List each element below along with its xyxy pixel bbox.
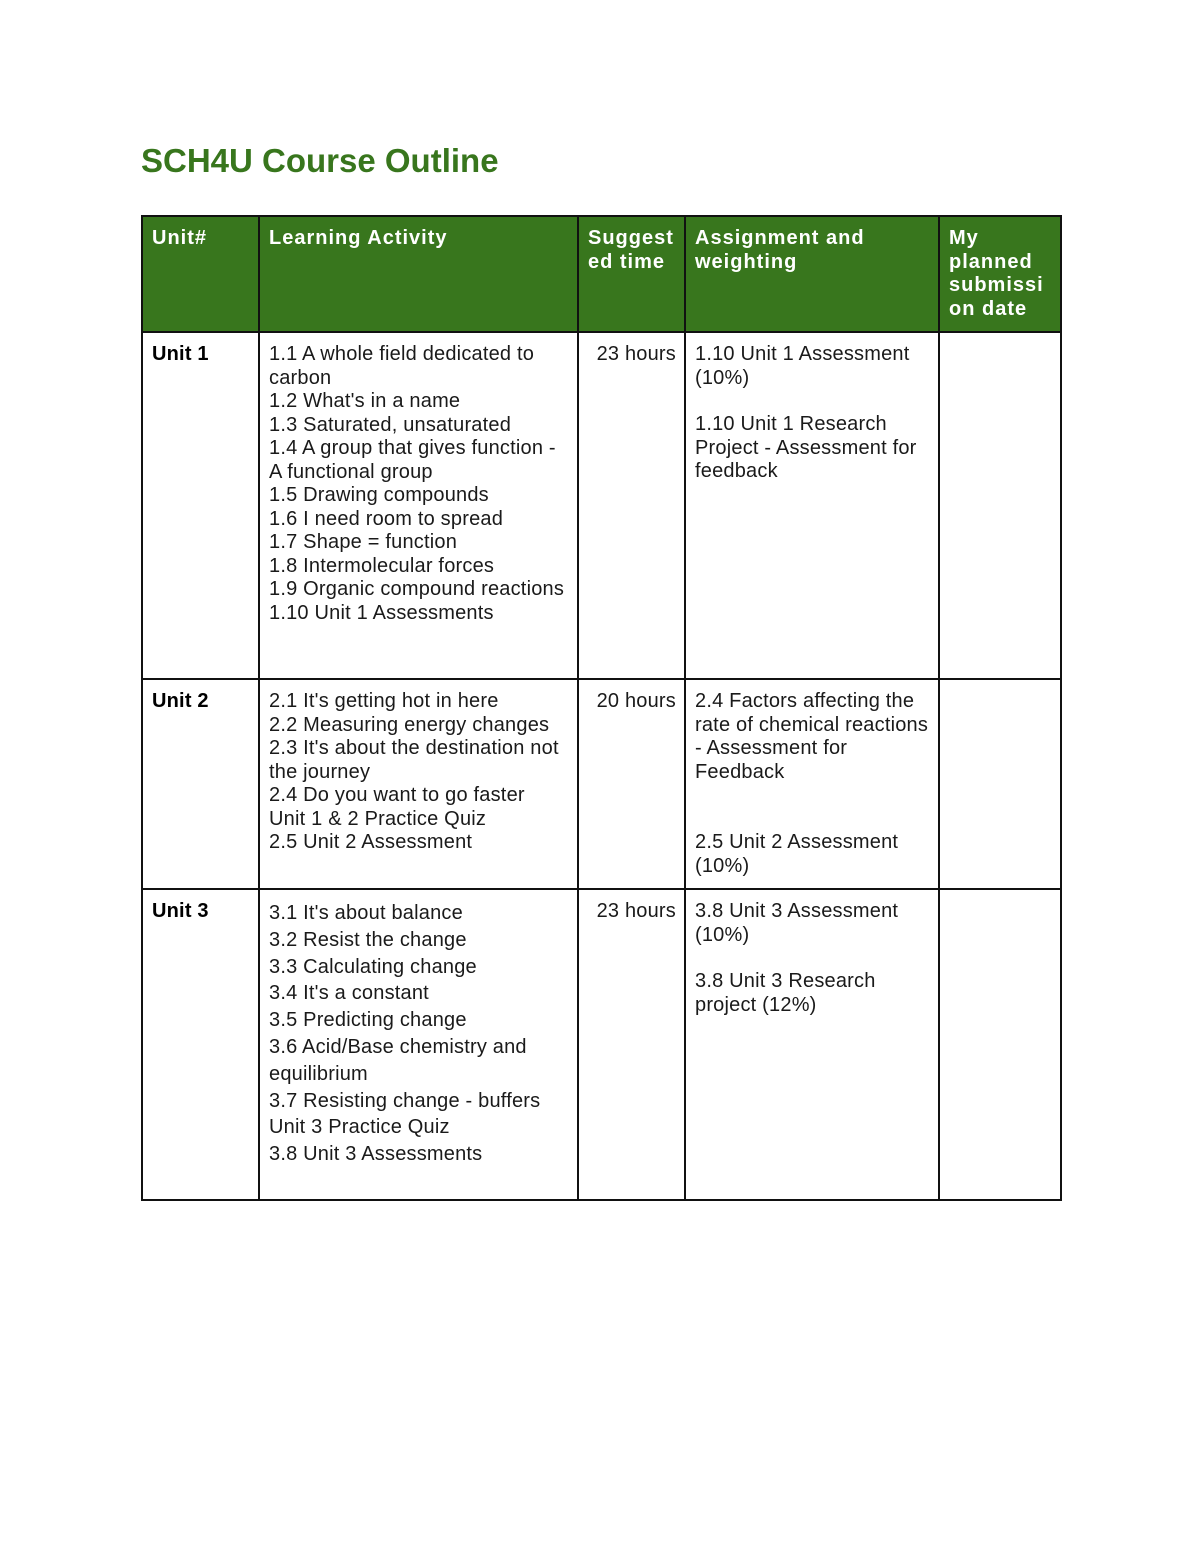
activity-item: 3.5 Predicting change [269, 1009, 467, 1032]
activity-item: 1.6 I need room to spread [269, 507, 504, 530]
activity-item: 1.3 Saturated, unsaturated [269, 413, 512, 436]
activity-item: 3.3 Calculating change [269, 955, 477, 978]
assignment-item: 3.8 Unit 3 Research project (12%) [695, 970, 876, 1016]
unit-cell: Unit 1 [142, 332, 259, 679]
assignment-cell [685, 679, 939, 889]
suggested-time-cell: 23 hours [578, 332, 685, 679]
header-unit: Unit# [142, 216, 259, 332]
assignment-item: 2.4 Factors affecting the rate of chemical reactions - Assessment for Feedback [695, 690, 929, 783]
activity-item: 2.2 Measuring energy changes [269, 713, 550, 736]
unit-cell: Unit 3 [142, 889, 259, 1200]
activity-item: 1.5 Drawing compounds [269, 484, 489, 506]
table-header-row [142, 216, 1061, 332]
activity-item: 1.1 A whole field dedicated to carbon [269, 343, 535, 389]
assignment-cell [685, 889, 939, 1200]
table-row-unit-3 [142, 889, 1061, 1200]
activity-item: 3.2 Resist the change [269, 928, 467, 951]
activity-item: 3.1 It's about balance [269, 902, 463, 924]
assignment-item: 1.10 Unit 1 Research Project - Assessment for feedback [695, 413, 917, 482]
assignment-item: 2.5 Unit 2 Assessment (10%) [695, 831, 899, 877]
activity-item: 1.4 A group that gives function - A functional group [269, 437, 556, 483]
activity-item: 3.6 Acid/Base chemistry and equilibrium [269, 1035, 527, 1085]
activity-item: 3.8 Unit 3 Assessments [269, 1143, 483, 1166]
activity-item: 2.1 It's getting hot in here [269, 690, 499, 712]
table-row-unit-2 [142, 679, 1061, 889]
activity-item: 1.2 What's in a name [269, 390, 461, 412]
activity-item: 2.5 Unit 2 Assessment [269, 831, 473, 853]
learning-activity-cell [259, 889, 578, 1200]
activity-item: 3.4 It's a constant [269, 982, 429, 1005]
suggested-time-cell: 23 hours [578, 889, 685, 1200]
header-suggested-time: Suggest ed time [578, 216, 685, 332]
activity-item: 2.4 Do you want to go faster [269, 784, 525, 806]
header-planned-submission-date: My planned submissi on date [939, 216, 1061, 332]
unit-cell: Unit 2 [142, 679, 259, 889]
activity-item: Unit 3 Practice Quiz [269, 1116, 450, 1139]
page-title: SCH4U Course Outline [141, 142, 499, 179]
activity-item: 1.9 Organic compound reactions [269, 578, 565, 600]
activity-item: 3.7 Resisting change - buffers [269, 1089, 541, 1112]
activity-item: Unit 1 & 2 Practice Quiz [269, 807, 487, 830]
activity-item: 2.3 It's about the destination not the journey [269, 737, 559, 783]
planned-date-cell[interactable] [939, 889, 1061, 1200]
assignment-item: 1.10 Unit 1 Assessment (10%) [695, 343, 910, 389]
learning-activity-cell [259, 332, 578, 679]
header-assignment-weighting: Assignment and weighting [685, 216, 939, 332]
learning-activity-cell [259, 679, 578, 889]
activity-item: 1.7 Shape = function [269, 531, 458, 553]
planned-date-cell[interactable] [939, 332, 1061, 679]
planned-date-cell[interactable] [939, 679, 1061, 889]
table-row-unit-1 [142, 332, 1061, 679]
suggested-time-cell: 20 hours [578, 679, 685, 889]
course-outline-table [141, 215, 1062, 1201]
header-learning-activity: Learning Activity [259, 216, 578, 332]
activity-item: 1.8 Intermolecular forces [269, 554, 495, 577]
activity-item: 1.10 Unit 1 Assessments [269, 601, 494, 624]
assignment-item: 3.8 Unit 3 Assessment (10%) [695, 900, 899, 946]
assignment-cell [685, 332, 939, 679]
